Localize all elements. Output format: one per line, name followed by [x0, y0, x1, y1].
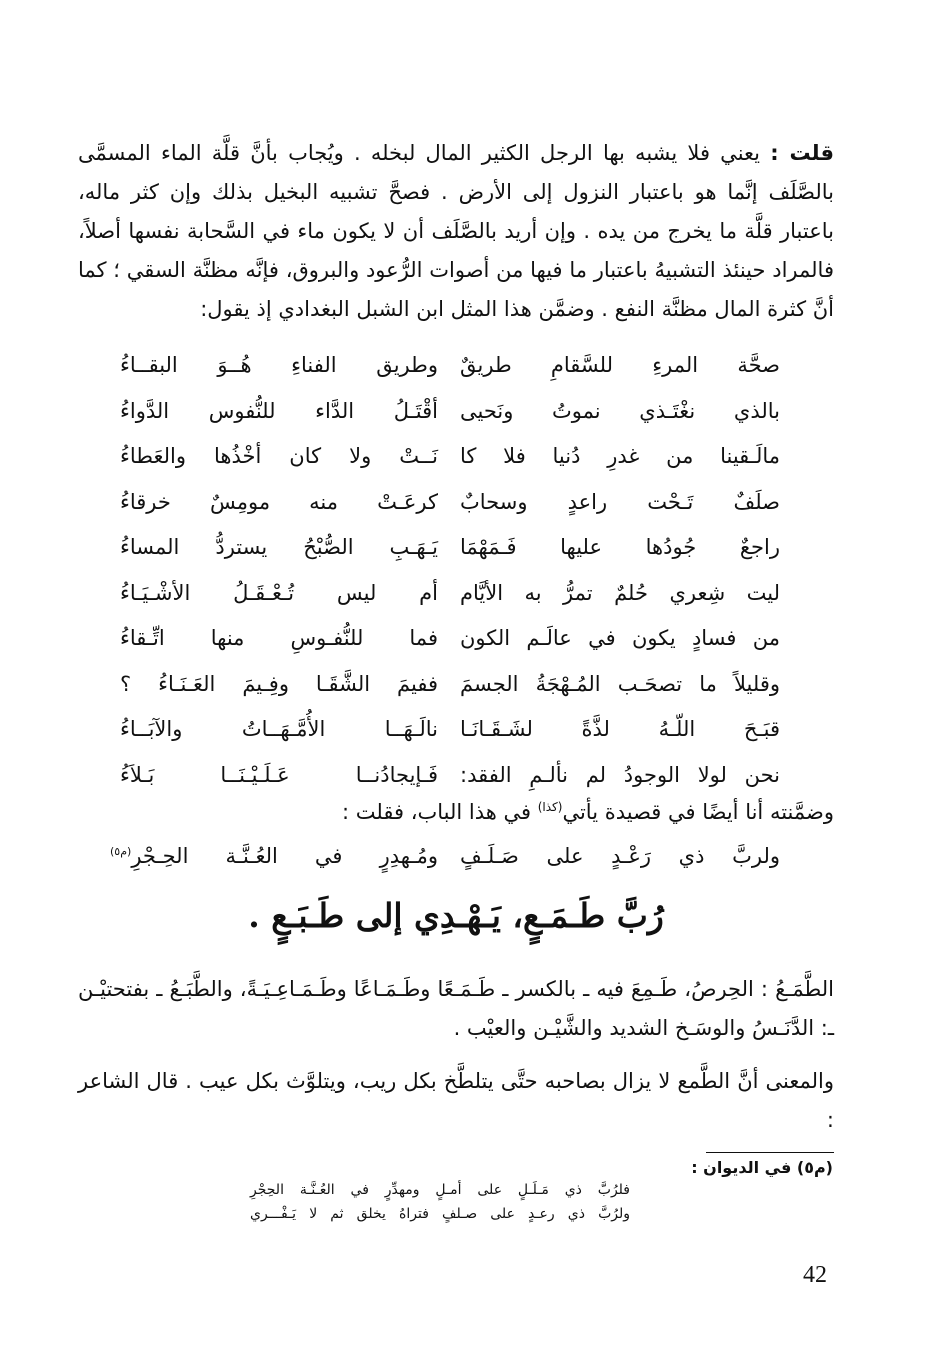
verse-first-hemistich: ليت شِعري حُلمٌ تمرُّ به الأيَّام: [460, 580, 780, 605]
verse-second-hemistich: فما للنُّفـوسِ منها اتِّـقاءُ: [120, 626, 438, 650]
paragraph-meaning: والمعنى أنَّ الطَّمع لا يزال بصاحبه حتَّى يتلطَّخ بكل ريب، ويتلوَّث بكل عيب . قال الشاعر :: [78, 1069, 834, 1132]
verse-second-hemistich: أقْتَـلُ الدَّاء للنُّفوس الدَّواءُ: [120, 398, 438, 423]
intro-superscript: (كذا): [537, 800, 563, 814]
poem-verse: [120, 664, 780, 710]
poem-verse: [120, 391, 780, 437]
self-verse-intro: [78, 800, 834, 824]
proverb-heading: رُبَّ طَـمَـعٍ، يَـهْـدِي إلى طَـبَـعٍ .: [248, 896, 664, 935]
verse-second-hemistich: نالَـهَــا الأُمَّـهَــاتُ والآبَــاءُ: [120, 717, 438, 741]
verse-first-hemistich: قبَـحَ اللّـهُ لذَّةً لشَـقَـانَـا: [460, 717, 780, 741]
poem-verse: [120, 345, 780, 391]
footnote-marker: (م٥): [110, 845, 132, 858]
verse-first-hemistich: مالَـقينا من غدرِ دُنيا فلا كا: [460, 444, 780, 468]
poem-verse: [120, 436, 780, 482]
verse-second-hemistich: وطريق الفناءِ هُــوَ البقــاءُ: [120, 353, 438, 377]
footnote-label: (م٥) في الديوان :: [691, 1158, 833, 1177]
page-number: 42: [803, 1262, 827, 1288]
verse-second-hemistich: [110, 844, 438, 868]
poem-verse: [120, 573, 780, 619]
verse-first-hemistich: صلَفٌ تَـحْت راعدٍ وسحابٌ: [460, 489, 780, 514]
verse-second-hemistich: فَـإيجادُنــا عَـلَـيْـنَــا بَـلاَءُ: [120, 762, 438, 787]
verse-second-hemistich: ففيمَ الشَّقَـا وفِـيمَ العَـنَـاءُ ؟: [120, 671, 438, 696]
footnote-divider: [706, 1152, 834, 1153]
verse-first-hemistich: من فسادٍ يكون في عالَـم الكون: [460, 626, 780, 650]
verse-first-hemistich: ولربَّ ذي رَعْـدٍ على صَـلَـفٍ: [460, 844, 780, 868]
footnote-line-1: فلرُبَّ ذي مَـلَـلٍ على أمـلٍ ومهدِّرٍ في العُـنَّـة الحِجْرِ: [250, 1182, 630, 1198]
verse-first-hemistich: بالذي نغْتَـذي نموتُ ونَحيى: [460, 398, 780, 423]
verse-second-hemistich: نَــتْ ولا كان أخْذُها والعَطاءُ: [120, 444, 438, 468]
verse-second-hemistich: يَـهَـبِ الصُّبْحُ يستردُّ المساءُ: [120, 535, 438, 559]
verse-first-hemistich: صحَّة المرءِ للسَّقامِ طريقٌ: [460, 353, 780, 377]
poem: [120, 345, 780, 800]
verse-second-text: ومُـهدِرٍ في العُـنَّـة الحِـجْرِ: [131, 844, 438, 868]
verse-first-hemistich: نحن لولا الوجودُ لم نألـمِ الفقد:: [460, 762, 780, 787]
self-verse: [110, 836, 780, 882]
verse-second-hemistich: كرعَـتْ منه مومِسٌ خرقاءُ: [120, 489, 438, 514]
intro-text: وضمَّنته أنا أيضًا في قصيدة يأتي: [562, 800, 834, 824]
poem-verse: [120, 527, 780, 573]
paragraph-commentary: [78, 134, 834, 329]
verse-first-hemistich: وقليلاً ما تصحَـب المُـهْجَةُ الجسمَ: [460, 671, 780, 696]
commentary-text: يعني فلا يشبه بها الرجل الكثير المال لبخله . ويُجاب بأنَّ قلَّة الماء المسمَّى بالصَّلَف إنَّما هو باعتبار النزول إلى الأرض . فصحَّ تشبيه البخيل بذلك وإن كثر ماله، باعتبار قلَّة ما يخرج من يده . وإن أريد بالصَّلَف أن لا يكون ماء في السَّحابة نفسها أصلاً، فالمراد حينئذ التشبيهُ باعتبار ما فيها من أصوات الرُّعود والبروق، فإنَّه مظنَّة السقي ؛ كما أنَّ كثرة المال مظنَّة النفع . وضمَّن هذا المثل ابن الشبل البغدادي إذ يقول:: [78, 141, 834, 321]
poem-verse: [120, 755, 780, 801]
poem-verse: [110, 836, 780, 882]
poem-verse: [120, 618, 780, 664]
footnote-line-2: ولرُبَّ ذي رعـدٍ على صـلفٍ فتراهُ يخلق ثم لا يَـفْـــري: [250, 1206, 630, 1222]
verse-second-hemistich: أم ليس تُـعْـقَـلُ الأشْـيَـاءُ: [120, 580, 438, 605]
poem-verse: [120, 709, 780, 755]
poem-verse: [120, 482, 780, 528]
intro-tail: في هذا الباب، فقلت :: [342, 800, 532, 824]
commentary-lead: قلت :: [770, 141, 834, 165]
verse-first-hemistich: راجعٌ جُودُها عليها فَـمَهْمَا: [460, 535, 780, 559]
paragraph-definition: الطَّمَـعُ : الحِرصُ، طَـمِعَ فيه ـ بالكسر ـ طَـمَـعًا وطَـمَـاعًا وطَـمَـاعِـيَـةً، والطَّبَـعُ ـ بفتحتيْـن ـ: الدَّنَـسُ والوسَـخ الشديد والشَّيْـن والعيْب .: [78, 977, 834, 1040]
